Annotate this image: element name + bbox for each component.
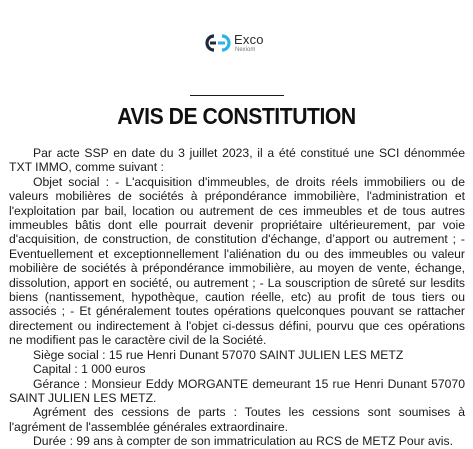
exco-logo [205, 32, 285, 58]
paragraph-objet-social: Objet social : - L'acquisition d'immeubles, de droits réels immobiliers ou de valeurs mobilières de sociétés à prépondérance immobilière, l'administration et l'exploitation par bail, location ou autrement de ces immeubles et de tous autres immeubles bâtis dont elle pourrait devenir propriétaire ultérieurement, par voie d'acquisition, de construction, de constitution d'échange, d’apport ou autrement ; - Eventuellement et exceptionnellement l'aliénation du ou des immeubles ou valeur mobilière de sociétés à prépondérance immobilière, au moyen de vente, échange, dissolution, apport en société, ou autrement ; - La souscription de sûreté sur lesdits biens (nantissement, hypothèque, caution réelle, etc) au profit de tous tiers ou associés ; - Et généralement toutes opérations quelconques pouvant se rattacher directement ou indirectement à l'objet ci-dessus défini, pourvu que ces opérations ne modifient pas le caractère civil de la Société. [9, 174, 465, 348]
page-title: AVIS DE CONSTITUTION [117, 103, 356, 129]
paragraph-gerance: Gérance : Monsieur Eddy MORGANTE demeurant 15 rue Henri Dunant 57070 SAINT JULIEN LES METZ. [9, 376, 465, 405]
notice-body [9, 146, 465, 449]
logo-subtitle: Nexiom [235, 47, 256, 53]
paragraph-duree: Durée : 99 ans à compter de son immatriculation au RCS de METZ Pour avis. [33, 434, 453, 449]
exco-logo-icon [205, 34, 231, 52]
paragraph-capital: Capital : 1 000 euros [33, 362, 146, 377]
title-divider [190, 95, 284, 96]
paragraph-siege-social: Siège social : 15 rue Henri Dunant 57070 SAINT JULIEN LES METZ [33, 347, 404, 362]
paragraph-intro: Par acte SSP en date du 3 juillet 2023, il a été constitué une SCI dénommée TXT IMMO, comme suivant : [9, 146, 465, 175]
logo-name: Exco [234, 32, 264, 47]
paragraph-agrement: Agrément des cessions de parts : Toutes les cessions sont soumises à l'agrément de l'assemblée générales extraordinaire. [9, 405, 465, 434]
